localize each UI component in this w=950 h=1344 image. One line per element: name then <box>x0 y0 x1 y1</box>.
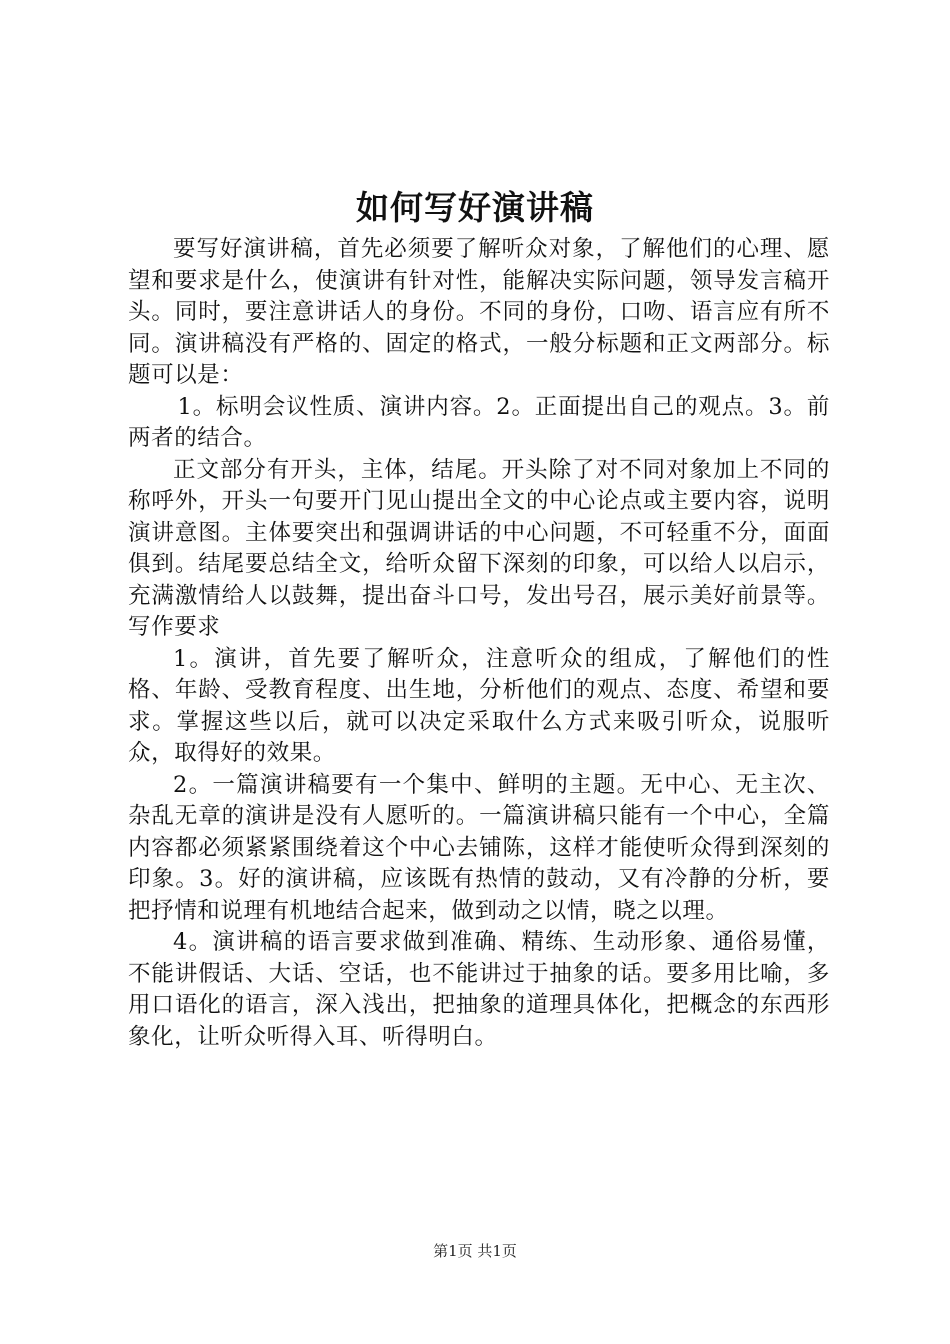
page-footer: 第1页 共1页 <box>433 1242 517 1260</box>
paragraph-intro: 要写好演讲稿，首先必须要了解听众对象，了解他们的心理、愿望和要求是什么，使演讲有针对性，能解决实际问题，领导发言稿开头。同时，要注意讲话人的身份。不同的身份，口吻、语言应有所不同。演讲稿没有严格的、固定的格式，一般分标题和正文两部分。标题可以是： <box>128 236 830 388</box>
paragraph-requirement-1: 1。演讲，首先要了解听众，注意听众的组成，了解他们的性格、年龄、受教育程度、出生地，分析他们的观点、态度、希望和要求。掌握这些以后，就可以决定采取什么方式来吸引听众，说服听众，取得好的效果。 <box>128 645 830 766</box>
paragraph-requirement-2-3: 2。一篇演讲稿要有一个集中、鲜明的主题。无中心、无主次、杂乱无章的演讲是没有人愿听的。一篇演讲稿只能有一个中心，全篇内容都必须紧紧围绕着这个中心去铺陈，这样才能使听众得到深刻的印象。3。好的演讲稿，应该既有热情的鼓动，又有冷静的分析，要把抒情和说理有机地结合起来，做到动之以情，晓之以理。 <box>128 771 830 924</box>
paragraph-title-types: 1。标明会议性质、演讲内容。2。正面提出自己的观点。3。前两者的结合。 <box>128 393 830 451</box>
document-body <box>128 234 830 1053</box>
document-title: 如何写好演讲稿 <box>356 188 594 227</box>
paragraph-requirement-4: 4。演讲稿的语言要求做到准确、精练、生动形象、通俗易懂，不能讲假话、大话、空话，也不能讲过于抽象的话。要多用比喻，多用口语化的语言，深入浅出，把抽象的道理具体化，把概念的东西形象化，让听众听得入耳、听得明白。 <box>128 929 830 1050</box>
paragraph-body-structure: 正文部分有开头，主体，结尾。开头除了对不同对象加上不同的称呼外，开头一句要开门见山提出全文的中心论点或主要内容，说明演讲意图。主体要突出和强调讲话的中心问题，不可轻重不分，面面俱到。结尾要总结全文，给听众留下深刻的印象，可以给人以启示，充满激情给人以鼓舞，提出奋斗口号，发出号召，展示美好前景等。写作要求 <box>128 456 830 640</box>
